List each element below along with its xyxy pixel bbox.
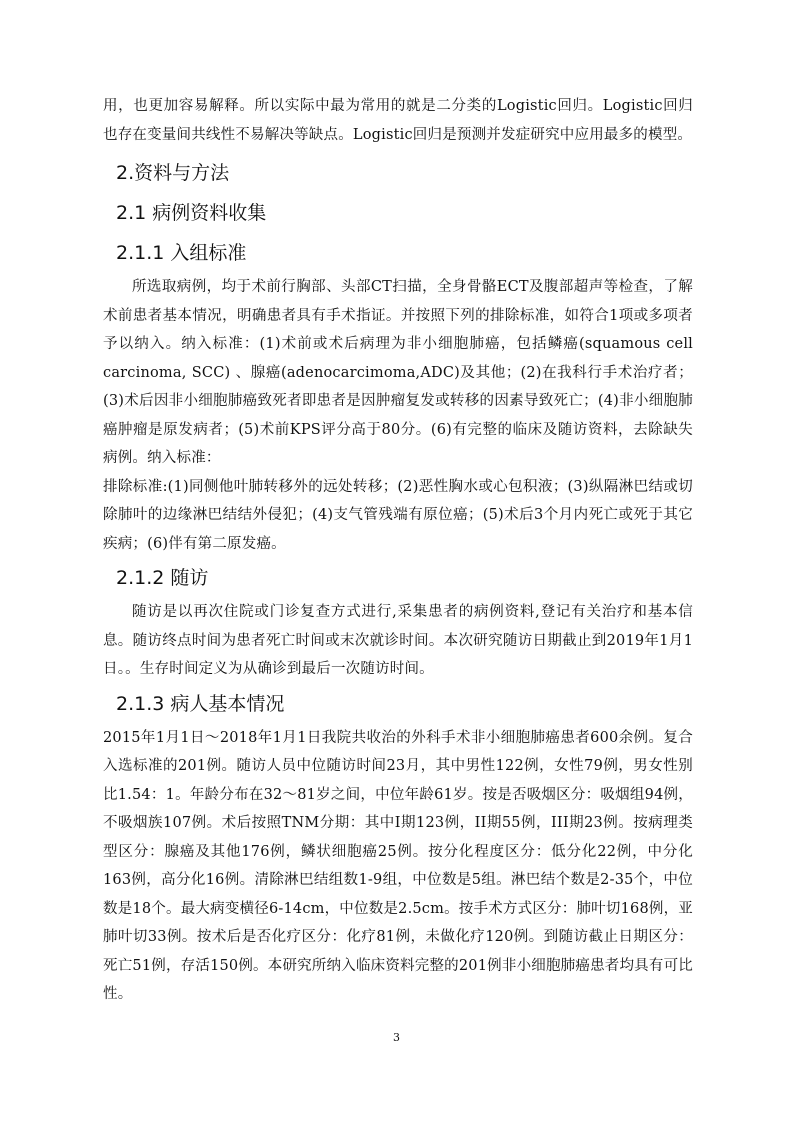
follow-up-paragraph: 随访是以再次住院或门诊复查方式进行,采集患者的病例资料,登记有关治疗和基本信息。随访终点时间为患者死亡时间或末次就诊时间。本次研究随访日期截止到2019年1月1日。。生存时间定义为从确诊到最后一次随访时间。 xyxy=(103,604,693,677)
page-number: 3 xyxy=(393,1031,400,1044)
section-heading-2-1-2: 2.1.2 随访 xyxy=(116,567,209,589)
section-heading-2-1-3: 2.1.3 病人基本情况 xyxy=(116,692,285,715)
intro-paragraph: 用，也更加容易解释。所以实际中最为常用的就是二分类的Logistic回归。Logistic回归也存在变量间共线性不易解决等缺点。Logistic回归是预测并发症研究中应用最多的模型。 xyxy=(103,98,693,143)
section-heading-2-1: 2.1 病例资料收集 xyxy=(116,202,267,224)
exclusion-criteria-paragraph: 排除标准:(1)同侧他叶肺转移外的远处转移；(2)恶性胸水或心包积液；(3)纵隔淋巴结或切除肺叶的边缘淋巴结结外侵犯；(4)支气管残端有原位癌；(5)术后3个月内死亡或死于其它疾病；(6)伴有第二原发癌。 xyxy=(103,478,693,552)
section-heading-2: 2.资料与方法 xyxy=(116,162,230,184)
patient-info-paragraph: 2015年1月1日～2018年1月1日我院共收治的外科手术非小细胞肺癌患者600余例。复合入选标准的201例。随访人员中位随访时间23月，其中男性122例，女性79例，男女性别比1.54：1。年龄分布在32～81岁之间，中位年龄61岁。按是否吸烟区分：吸烟组94例，不吸烟族107例。术后按照TNM分期：其中I期123例，II期55例，III期23例。按病理类型区分：腺癌及其他176例，鳞状细胞癌25例。按分化程度区分：低分化22例，中分化163例，高分化16例。清除淋巴结组数1-9组，中位数是5组。淋巴结个数是2-35个，中位数是18个。最大病变横径6-14cm，中位数是2.5cm。按手术方式区分：肺叶切168例，亚肺叶切33例。按术后是否化疗区分：化疗81例，未做化疗120例。到随访截止日期区分：死亡51例，存活150例。本研究所纳入临床资料完整的201例非小细胞肺癌患者均具有可比性。 xyxy=(103,729,693,1002)
section-heading-2-1-1: 2.1.1 入组标准 xyxy=(116,242,247,264)
inclusion-criteria-paragraph: 所选取病例，均于术前行胸部、头部CT扫描，全身骨骼ECT及腹部超声等检查，了解术前患者基本情况，明确患者具有手术指证。并按照下列的排除标准，如符合1项或多项者予以纳入。纳入标准：(1)术前或术后病理为非小细胞肺癌，包括鳞癌(squamous cell carcinoma, SCC) 、腺癌(adenocarcimoma,ADC)及其他；(2)在我科行手术治疗者；(3)术后因非小细胞肺癌致死者即患者是因肿瘤复发或转移的因素导致死亡；(4)非小细胞肺癌肿瘤是原发病者；(5)术前KPS评分高于80分。(6)有完整的临床及随访资料，去除缺失病例。纳入标准： xyxy=(103,279,693,466)
page-content xyxy=(103,92,693,1009)
